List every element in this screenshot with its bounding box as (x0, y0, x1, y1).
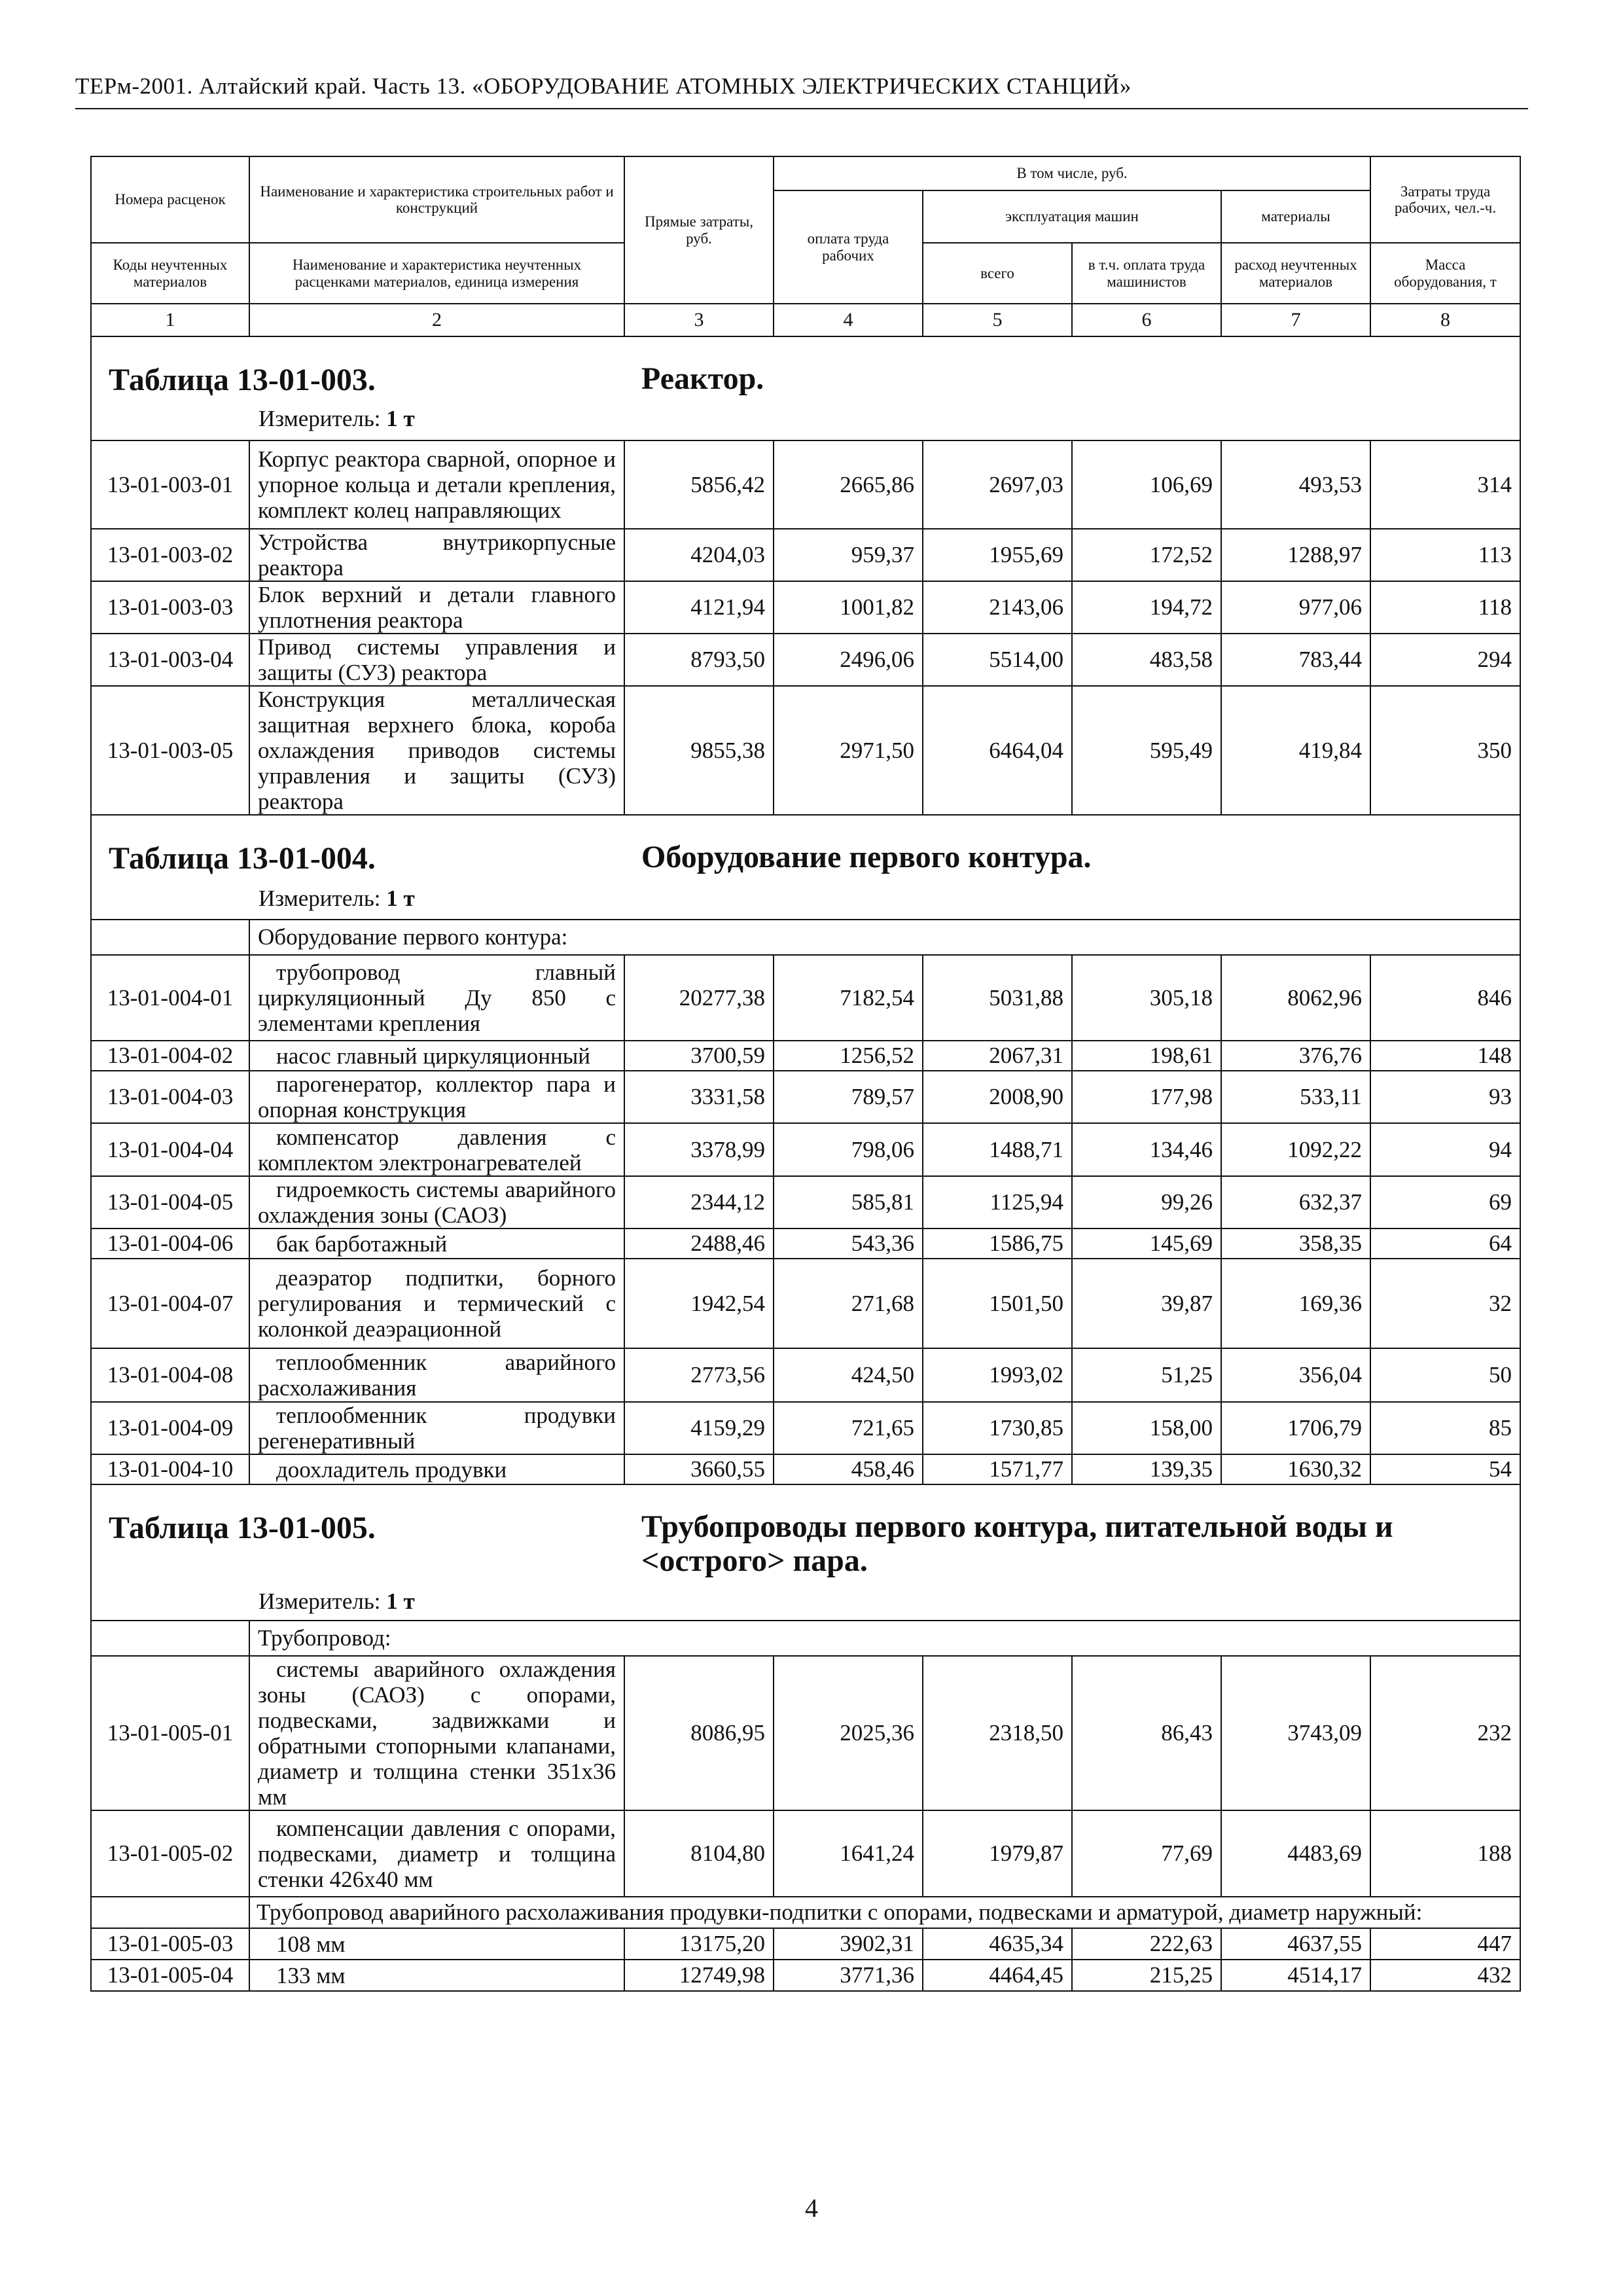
rate-code: 13-01-005-04 (91, 1960, 249, 1991)
work-description: насос главный циркуляционный (249, 1041, 624, 1071)
labor-wages: 721,65 (774, 1402, 923, 1454)
machinist-wages: 172,52 (1072, 529, 1221, 581)
table-row (91, 1041, 1520, 1071)
labor-hours: 94 (1370, 1123, 1520, 1176)
unit-label: Измеритель: (259, 886, 381, 911)
direct-costs: 3700,59 (624, 1041, 774, 1071)
machines-total: 1730,85 (923, 1402, 1072, 1454)
table-name: Реактор. (641, 361, 764, 396)
labor-wages: 543,36 (774, 1229, 923, 1259)
group-heading: Оборудование первого контура: (249, 920, 1520, 955)
direct-costs: 2773,56 (624, 1348, 774, 1402)
direct-costs: 3331,58 (624, 1071, 774, 1123)
machines-total: 2008,90 (923, 1071, 1072, 1123)
group-heading-row (91, 1897, 1520, 1928)
materials-cost: 533,11 (1221, 1071, 1370, 1123)
labor-wages: 2971,50 (774, 686, 923, 815)
table-row (91, 686, 1520, 815)
table-row (91, 1960, 1520, 1991)
rate-code: 13-01-004-03 (91, 1071, 249, 1123)
unit-line (259, 886, 415, 912)
labor-wages: 458,46 (774, 1454, 923, 1484)
rate-code: 13-01-004-05 (91, 1176, 249, 1229)
direct-costs: 3660,55 (624, 1454, 774, 1484)
materials-cost: 1092,22 (1221, 1123, 1370, 1176)
machinist-wages: 39,87 (1072, 1259, 1221, 1348)
page-header: ТЕРм-2001. Алтайский край. Часть 13. «ОБОРУДОВАНИЕ АТОМНЫХ ЭЛЕКТРИЧЕСКИХ СТАНЦИЙ» (75, 73, 1132, 99)
materials-cost: 1706,79 (1221, 1402, 1370, 1454)
table-title-cell (91, 336, 1520, 440)
unit-label: Измеритель: (259, 406, 381, 431)
materials-cost: 376,76 (1221, 1041, 1370, 1071)
machinist-wages: 483,58 (1072, 634, 1221, 686)
machines-total: 2143,06 (923, 581, 1072, 634)
column-index: 6 (1072, 304, 1221, 336)
machines-total: 4635,34 (923, 1928, 1072, 1960)
table-title (92, 337, 1520, 440)
table-row (91, 1348, 1520, 1402)
work-description: компенсатор давления с комплектом электронагревателей (249, 1123, 624, 1176)
table-name: Трубопроводы первого контура, питательной воды и <острого> пара. (641, 1509, 1393, 1578)
table-row (91, 1402, 1520, 1454)
column-index: 1 (91, 304, 249, 336)
column-index: 5 (923, 304, 1072, 336)
work-description: теплообменник аварийного расхолаживания (249, 1348, 624, 1402)
machinist-wages: 106,69 (1072, 440, 1221, 529)
header-rule (75, 108, 1528, 109)
materials-cost: 419,84 (1221, 686, 1370, 815)
labor-hours: 118 (1370, 581, 1520, 634)
machines-total: 1586,75 (923, 1229, 1072, 1259)
machinist-wages: 222,63 (1072, 1928, 1221, 1960)
labor-hours: 113 (1370, 529, 1520, 581)
rate-code: 13-01-004-02 (91, 1041, 249, 1071)
labor-hours: 846 (1370, 955, 1520, 1041)
unit-value: 1 т (386, 886, 415, 911)
col8-top-header: Затраты труда рабочих, чел.-ч. (1370, 156, 1520, 243)
direct-costs: 4204,03 (624, 529, 774, 581)
group-spacer (91, 920, 249, 955)
table-title-row (91, 1484, 1520, 1621)
labor-wages: 1001,82 (774, 581, 923, 634)
machines-total: 1571,77 (923, 1454, 1072, 1484)
col5-header: всего (923, 243, 1072, 304)
table-row (91, 529, 1520, 581)
machines-total: 1993,02 (923, 1348, 1072, 1402)
rate-code: 13-01-003-05 (91, 686, 249, 815)
labor-hours: 64 (1370, 1229, 1520, 1259)
labor-wages: 2496,06 (774, 634, 923, 686)
labor-hours: 32 (1370, 1259, 1520, 1348)
column-index: 4 (774, 304, 923, 336)
machines-total: 4464,45 (923, 1960, 1072, 1991)
work-description: Блок верхний и детали главного уплотнения реактора (249, 581, 624, 634)
materials-cost: 169,36 (1221, 1259, 1370, 1348)
column-index: 8 (1370, 304, 1520, 336)
labor-hours: 93 (1370, 1071, 1520, 1123)
col7-header: расход неучтенных материалов (1221, 243, 1370, 304)
machinist-wages: 158,00 (1072, 1402, 1221, 1454)
labor-wages: 959,37 (774, 529, 923, 581)
labor-hours: 188 (1370, 1810, 1520, 1897)
table-title-cell (91, 815, 1520, 920)
col3-header: Прямые затраты, руб. (624, 156, 774, 304)
machinist-wages: 77,69 (1072, 1810, 1221, 1897)
direct-costs: 2488,46 (624, 1229, 774, 1259)
rate-code: 13-01-004-06 (91, 1229, 249, 1259)
work-description: Конструкция металлическая защитная верхнего блока, короба охлаждения приводов системы управления и защиты (СУЗ) реактора (249, 686, 624, 815)
col2-bottom-header: Наименование и характеристика неучтенных расценками материалов, единица измерения (249, 243, 624, 304)
table-row (91, 1176, 1520, 1229)
labor-wages: 271,68 (774, 1259, 923, 1348)
materials-cost: 4514,17 (1221, 1960, 1370, 1991)
machines-total: 2697,03 (923, 440, 1072, 529)
table-row (91, 955, 1520, 1041)
col8-bottom-header: Масса оборудования, т (1370, 243, 1520, 304)
machinist-wages: 595,49 (1072, 686, 1221, 815)
machines-total: 6464,04 (923, 686, 1072, 815)
labor-wages: 585,81 (774, 1176, 923, 1229)
rate-code: 13-01-003-02 (91, 529, 249, 581)
unit-label: Измеритель: (259, 1588, 381, 1614)
rate-code: 13-01-003-03 (91, 581, 249, 634)
work-description: трубопровод главный циркуляционный Ду 850 с элементами крепления (249, 955, 624, 1041)
materials-header: материалы (1221, 190, 1370, 243)
direct-costs: 8793,50 (624, 634, 774, 686)
table-row (91, 440, 1520, 529)
machinist-wages: 145,69 (1072, 1229, 1221, 1259)
work-description: бак барботажный (249, 1229, 624, 1259)
machines-total: 1979,87 (923, 1810, 1072, 1897)
direct-costs: 3378,99 (624, 1123, 774, 1176)
direct-costs: 12749,98 (624, 1960, 774, 1991)
rate-code: 13-01-004-04 (91, 1123, 249, 1176)
direct-costs: 8086,95 (624, 1656, 774, 1810)
direct-costs: 2344,12 (624, 1176, 774, 1229)
labor-wages: 1641,24 (774, 1810, 923, 1897)
rate-code: 13-01-005-02 (91, 1810, 249, 1897)
col4-header: оплата труда рабочих (774, 190, 923, 304)
work-description: гидроемкость системы аварийного охлаждения зоны (САОЗ) (249, 1176, 624, 1229)
machines-total: 1488,71 (923, 1123, 1072, 1176)
direct-costs: 20277,38 (624, 955, 774, 1041)
rates-table (90, 156, 1521, 1992)
labor-wages: 424,50 (774, 1348, 923, 1402)
materials-cost: 632,37 (1221, 1176, 1370, 1229)
labor-hours: 54 (1370, 1454, 1520, 1484)
labor-wages: 1256,52 (774, 1041, 923, 1071)
direct-costs: 1942,54 (624, 1259, 774, 1348)
rate-code: 13-01-003-04 (91, 634, 249, 686)
labor-hours: 232 (1370, 1656, 1520, 1810)
labor-hours: 447 (1370, 1928, 1520, 1960)
labor-wages: 3902,31 (774, 1928, 923, 1960)
rate-code: 13-01-004-10 (91, 1454, 249, 1484)
materials-cost: 977,06 (1221, 581, 1370, 634)
machinist-wages: 99,26 (1072, 1176, 1221, 1229)
labor-hours: 314 (1370, 440, 1520, 529)
machinist-wages: 305,18 (1072, 955, 1221, 1041)
header-row-1 (91, 156, 1520, 190)
work-description: доохладитель продувки (249, 1454, 624, 1484)
rate-code: 13-01-004-01 (91, 955, 249, 1041)
materials-cost: 1288,97 (1221, 529, 1370, 581)
materials-cost: 493,53 (1221, 440, 1370, 529)
machinist-wages: 215,25 (1072, 1960, 1221, 1991)
column-index: 2 (249, 304, 624, 336)
machines-total: 2318,50 (923, 1656, 1072, 1810)
column-index-row (91, 304, 1520, 336)
labor-hours: 350 (1370, 686, 1520, 815)
machines-total: 2067,31 (923, 1041, 1072, 1071)
rate-code: 13-01-003-01 (91, 440, 249, 529)
labor-wages: 7182,54 (774, 955, 923, 1041)
col1-top-header: Номера расценок (91, 156, 249, 243)
group-heading-row (91, 1621, 1520, 1656)
labor-hours: 69 (1370, 1176, 1520, 1229)
unit-value: 1 т (386, 406, 415, 431)
materials-cost: 1630,32 (1221, 1454, 1370, 1484)
machines-total: 1955,69 (923, 529, 1072, 581)
table-row (91, 1928, 1520, 1960)
unit-value: 1 т (386, 1588, 415, 1614)
rate-code: 13-01-004-09 (91, 1402, 249, 1454)
machines-total: 1501,50 (923, 1259, 1072, 1348)
machinist-wages: 51,25 (1072, 1348, 1221, 1402)
machinist-wages: 194,72 (1072, 581, 1221, 634)
column-index: 3 (624, 304, 774, 336)
materials-cost: 3743,09 (1221, 1656, 1370, 1810)
labor-hours: 294 (1370, 634, 1520, 686)
direct-costs: 5856,42 (624, 440, 774, 529)
materials-cost: 356,04 (1221, 1348, 1370, 1402)
group-spacer (91, 1897, 249, 1928)
work-description: парогенератор, коллектор пара и опорная конструкция (249, 1071, 624, 1123)
materials-cost: 4483,69 (1221, 1810, 1370, 1897)
table-row (91, 1123, 1520, 1176)
work-description: теплообменник продувки регенеративный (249, 1402, 624, 1454)
table-row (91, 1454, 1520, 1484)
group-heading: Трубопровод аварийного расхолаживания продувки-подпитки с опорами, подвесками и арматурой, диаметр наружный: (249, 1897, 1520, 1928)
machinist-wages: 198,61 (1072, 1041, 1221, 1071)
work-description: деаэратор подпитки, борного регулирования и термический с колонкой деаэрационной (249, 1259, 624, 1348)
table-number: Таблица 13-01-005. (109, 1511, 376, 1545)
machinist-wages: 134,46 (1072, 1123, 1221, 1176)
table-row (91, 1071, 1520, 1123)
direct-costs: 13175,20 (624, 1928, 774, 1960)
table-row (91, 1229, 1520, 1259)
machines-total: 5031,88 (923, 955, 1072, 1041)
work-description: 108 мм (249, 1928, 624, 1960)
table-row (91, 1656, 1520, 1810)
table-title-cell (91, 1484, 1520, 1621)
column-index: 7 (1221, 304, 1370, 336)
table-number: Таблица 13-01-004. (109, 841, 376, 876)
col6-header: в т.ч. оплата труда машинистов (1072, 243, 1221, 304)
work-description: Корпус реактора сварной, опорное и упорное кольца и детали крепления, комплект колец направляющих (249, 440, 624, 529)
table-number: Таблица 13-01-003. (109, 363, 376, 397)
machines-total: 1125,94 (923, 1176, 1072, 1229)
direct-costs: 4121,94 (624, 581, 774, 634)
direct-costs: 9855,38 (624, 686, 774, 815)
table-row (91, 581, 1520, 634)
group-spacer (91, 1621, 249, 1656)
table-title (92, 1485, 1520, 1620)
table-name: Оборудование первого контура. (641, 840, 1092, 874)
rate-code: 13-01-004-07 (91, 1259, 249, 1348)
rate-code: 13-01-004-08 (91, 1348, 249, 1402)
machinist-wages: 86,43 (1072, 1656, 1221, 1810)
table-row (91, 634, 1520, 686)
unit-line (259, 1588, 415, 1615)
materials-cost: 783,44 (1221, 634, 1370, 686)
work-description: Устройства внутрикорпусные реактора (249, 529, 624, 581)
table-title-row (91, 815, 1520, 920)
labor-hours: 148 (1370, 1041, 1520, 1071)
direct-costs: 4159,29 (624, 1402, 774, 1454)
labor-wages: 2665,86 (774, 440, 923, 529)
labor-hours: 85 (1370, 1402, 1520, 1454)
labor-wages: 2025,36 (774, 1656, 923, 1810)
work-description: системы аварийного охлаждения зоны (САОЗ) с опорами, подвесками, задвижками и обратными стопорными клапанами, диаметр и толщина стенки 351х36 мм (249, 1656, 624, 1810)
rate-code: 13-01-005-03 (91, 1928, 249, 1960)
materials-cost: 8062,96 (1221, 955, 1370, 1041)
work-description: компенсации давления с опорами, подвесками, диаметр и толщина стенки 426х40 мм (249, 1810, 624, 1897)
machines-header: эксплуатация машин (923, 190, 1221, 243)
labor-hours: 432 (1370, 1960, 1520, 1991)
col2-top-header: Наименование и характеристика строительных работ и конструкций (249, 156, 624, 243)
table-row (91, 1259, 1520, 1348)
group-heading-row (91, 920, 1520, 955)
direct-costs: 8104,80 (624, 1810, 774, 1897)
col1-bottom-header: Коды неучтенных материалов (91, 243, 249, 304)
machinist-wages: 139,35 (1072, 1454, 1221, 1484)
group-heading: Трубопровод: (249, 1621, 1520, 1656)
labor-hours: 50 (1370, 1348, 1520, 1402)
labor-wages: 3771,36 (774, 1960, 923, 1991)
including-header: В том числе, руб. (774, 156, 1370, 190)
page-number: 4 (805, 2193, 818, 2223)
table-title-row (91, 336, 1520, 440)
rate-code: 13-01-005-01 (91, 1656, 249, 1810)
labor-wages: 789,57 (774, 1071, 923, 1123)
materials-cost: 4637,55 (1221, 1928, 1370, 1960)
table-title (92, 816, 1520, 919)
work-description: 133 мм (249, 1960, 624, 1991)
machinist-wages: 177,98 (1072, 1071, 1221, 1123)
machines-total: 5514,00 (923, 634, 1072, 686)
table-row (91, 1810, 1520, 1897)
labor-wages: 798,06 (774, 1123, 923, 1176)
materials-cost: 358,35 (1221, 1229, 1370, 1259)
unit-line (259, 406, 415, 432)
work-description: Привод системы управления и защиты (СУЗ) реактора (249, 634, 624, 686)
